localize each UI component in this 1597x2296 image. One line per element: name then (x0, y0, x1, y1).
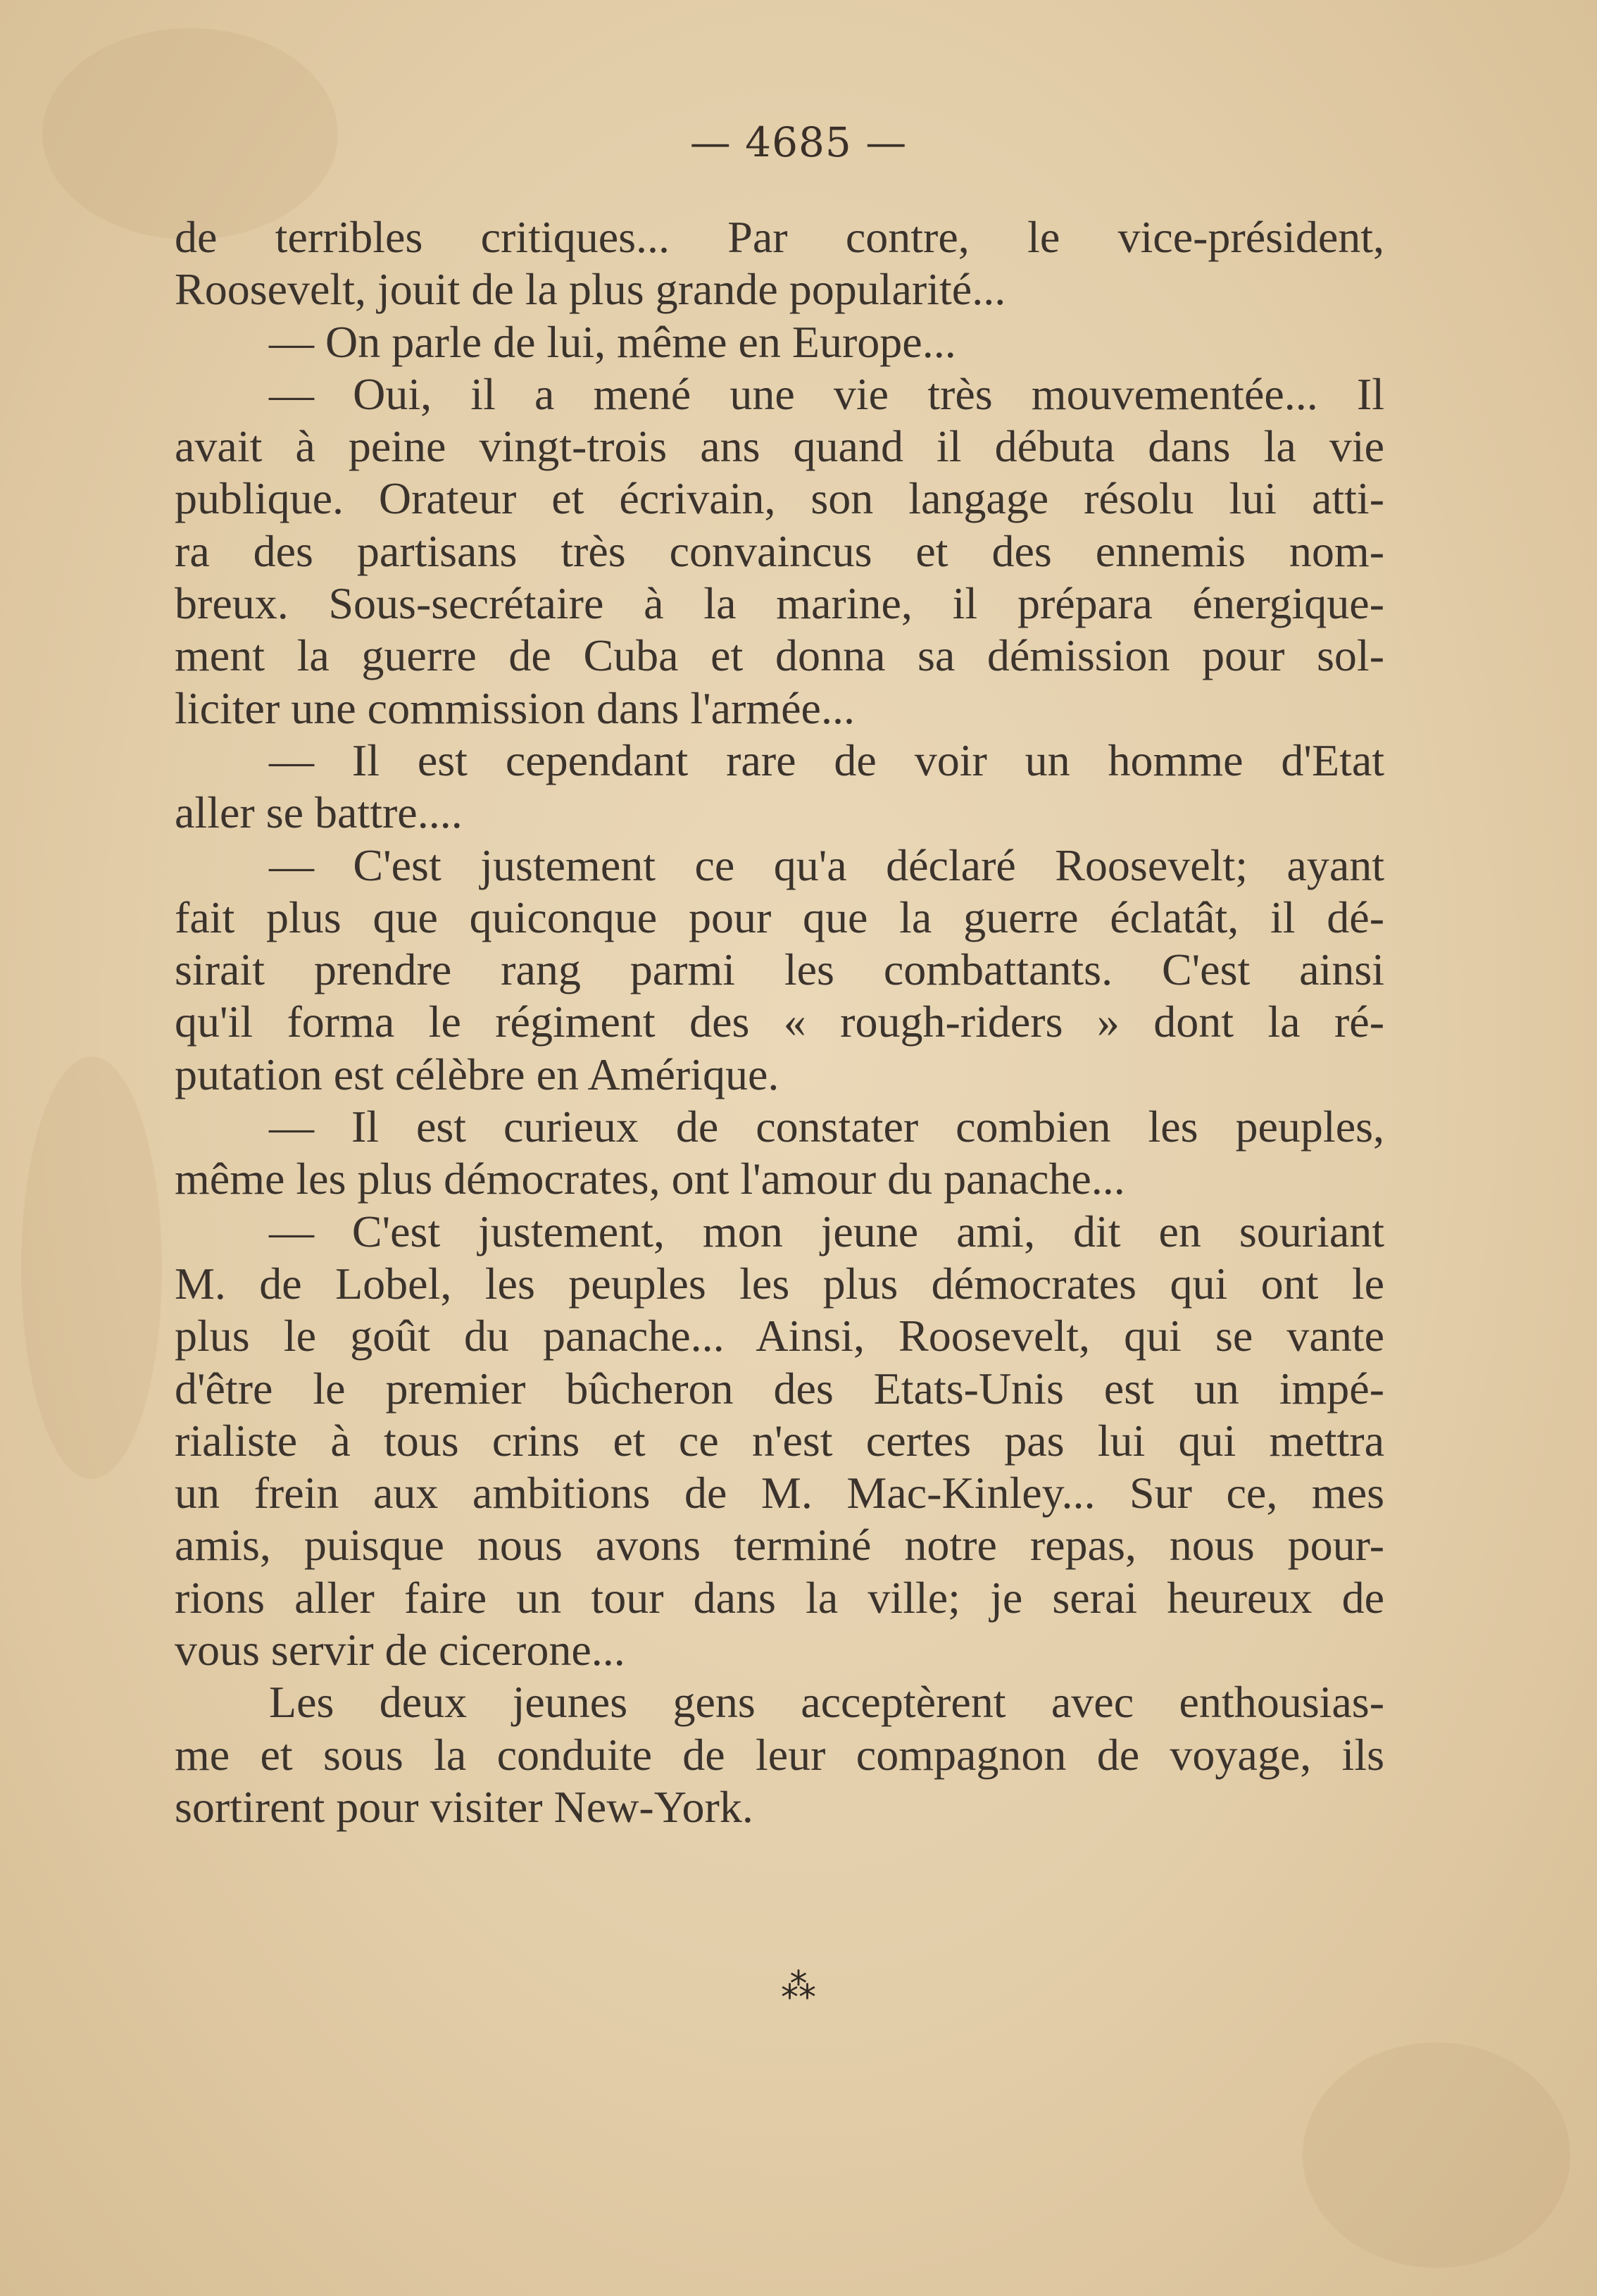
text-line: ra des partisans très convaincus et des ennemis nom- (175, 525, 1384, 576)
text-line: vous servir de cicerone... (175, 1625, 625, 1676)
text-line: — C'est justement ce qu'a déclaré Roosevelt; ayant (269, 840, 1384, 890)
text-line: breux. Sous-secrétaire à la marine, il prépara énergique- (175, 578, 1384, 629)
text-line: putation est célèbre en Amérique. (175, 1049, 779, 1099)
text-line: même les plus démocrates, ont l'amour du panache... (175, 1154, 1125, 1204)
text-line: sortirent pour visiter New-York. (175, 1781, 753, 1832)
text-line: sirait prendre rang parmi les combattants. C'est ainsi (175, 944, 1384, 995)
text-line: ment la guerre de Cuba et donna sa démission pour sol- (175, 630, 1384, 681)
text-line: me et sous la conduite de leur compagnon de voyage, ils (175, 1729, 1384, 1780)
text-line: Roosevelt, jouit de la plus grande popularité... (175, 264, 1006, 315)
text-line: de terribles critiques... Par contre, le vice-président, (175, 212, 1384, 262)
text-line: — C'est justement, mon jeune ami, dit en souriant (269, 1206, 1384, 1256)
paper-stain (21, 1056, 162, 1479)
text-line: Les deux jeunes gens acceptèrent avec enthousias- (269, 1677, 1384, 1728)
text-line: — On parle de lui, même en Europe... (269, 316, 956, 367)
page-number: — 4685 — (689, 118, 908, 166)
text-line: — Oui, il a mené une vie très mouvementée... Il (269, 368, 1384, 419)
text-line: — Il est curieux de constater combien les peuples, (269, 1102, 1384, 1152)
paper-stain (1303, 2042, 1570, 2268)
text-line: M. de Lobel, les peuples les plus démocrates qui ont le (175, 1258, 1384, 1309)
text-line: liciter une commission dans l'armée... (175, 682, 855, 733)
text-line: un frein aux ambitions de M. Mac-Kinley... Sur ce, mes (175, 1468, 1384, 1518)
text-line: plus le goût du panache... Ainsi, Roosevelt, qui se vante (175, 1311, 1384, 1361)
text-line: amis, puisque nous avons terminé notre repas, nous pour- (175, 1520, 1384, 1571)
text-line: publique. Orateur et écrivain, son langage résolu lui atti- (175, 473, 1384, 524)
text-line: aller se battre.... (175, 787, 463, 838)
text-line: qu'il forma le régiment des « rough-riders » dont la ré- (175, 997, 1384, 1047)
text-line: — Il est cependant rare de voir un homme d'Etat (269, 735, 1384, 785)
text-line: fait plus que quiconque pour que la guerre éclatât, il dé- (175, 892, 1384, 942)
text-line: d'être le premier bûcheron des Etats-Unis est un impé- (175, 1363, 1384, 1414)
text-line: rions aller faire un tour dans la ville; je serai heureux de (175, 1572, 1384, 1623)
text-line: rialiste à tous crins et ce n'est certes pas lui qui mettra (175, 1415, 1384, 1466)
body-text (175, 211, 1384, 1833)
asterism-ornament: ⁂ (781, 1966, 816, 2007)
text-line: avait à peine vingt-trois ans quand il débuta dans la vie (175, 421, 1384, 472)
